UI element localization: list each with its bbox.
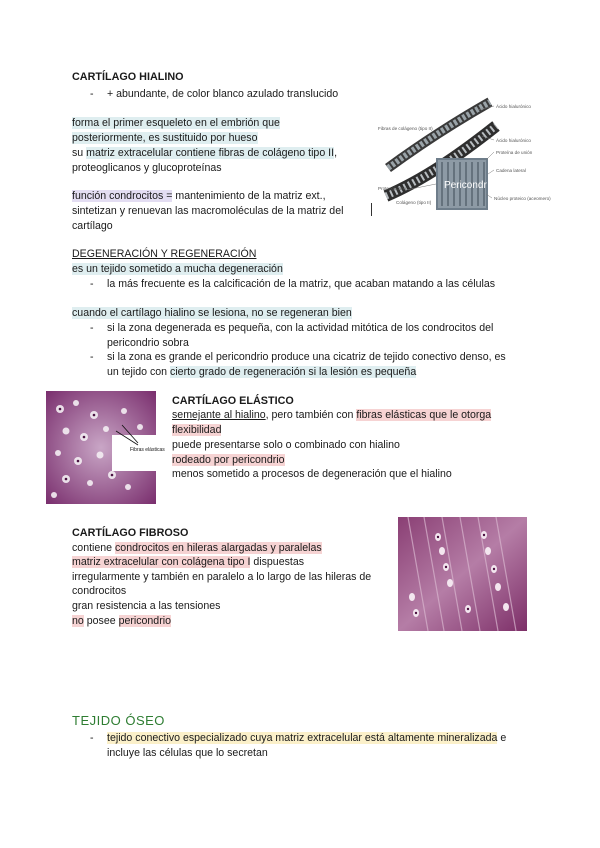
cartilage-matrix-diagram (378, 96, 551, 218)
highlight: pericondrio (118, 615, 171, 627)
hialino-bullet-1: + abundante, de color blanco azulado translucido (107, 88, 339, 100)
text: , (334, 147, 338, 159)
highlight: es un tejido sometido a mucha degeneración (72, 263, 283, 275)
elastico-l3: puede presentarse solo o combinado con hialino (172, 439, 400, 451)
highlight: tejido conectivo especializado cuya matriz extracelular está altamente mineralizada (107, 732, 498, 744)
highlight: condrocitos en hileras alargadas y paralelas (115, 542, 322, 554)
bullet-dash: - (90, 322, 94, 334)
degeneracion-bullet-3a: si la zona es grande el pericondrio produce una cicatriz de tejido conectivo denso, es (107, 351, 506, 363)
bullet-dash: - (90, 278, 94, 290)
elastico-title: CARTÍLAGO ELÁSTICO (172, 395, 294, 407)
hialino-p1a (72, 116, 280, 131)
highlight: fibras elásticas que le otorga (356, 409, 492, 421)
bullet-dash: - (90, 88, 94, 100)
micrograph-label: Fibras elásticas (130, 447, 165, 453)
diagram-overlay-label: Pericondr (444, 180, 487, 191)
hialino-p3b: sintetizan y renuevan las macromoléculas de la matriz del (72, 205, 344, 217)
degeneracion-bullet-2b: pericondrio sobra (107, 337, 189, 349)
diagram-label: Fibras de colágeno (tipo II) (378, 126, 433, 131)
hialino-p2a (72, 146, 337, 161)
text: dispuestas (250, 556, 305, 568)
diagram-label: Ácido hialurónico (496, 104, 531, 109)
text: mantenimiento de la matriz ext., (172, 190, 326, 202)
degeneracion-bullet-3b (107, 365, 416, 380)
oseo-bullet-1b: incluye las células que lo secretan (107, 747, 268, 759)
text: posee (83, 615, 119, 627)
degeneracion-p1 (72, 262, 283, 277)
oseo-bullet-1a (107, 731, 506, 746)
fibroso-l3: irregularmente y también en paralelo a lo largo de las hileras de (72, 571, 372, 583)
text: e (497, 732, 507, 744)
hialino-p2b: proteoglicanos y glucoproteínas (72, 162, 222, 174)
highlight: rodeado por pericondrio (172, 454, 285, 466)
highlight: cuando el cartílago hialino se lesiona, no se regeneran bien (72, 307, 352, 319)
fibroso-l1 (72, 541, 322, 556)
bullet-dash: - (90, 351, 94, 363)
text: contiene (72, 542, 115, 554)
highlight: posteriormente, es sustituido por hueso (72, 132, 258, 144)
highlight: no (72, 615, 84, 627)
highlight: matriz extracelular con colágena tipo I (72, 556, 251, 568)
hialino-p3a (72, 189, 326, 204)
text-cursor (371, 203, 372, 216)
elastico-l2 (172, 423, 221, 438)
degeneracion-bullet-1: la más frecuente es la calcificación de la matriz, que acaban matando a las células (107, 278, 496, 290)
highlight: forma el primer esqueleto en el embrión que (72, 117, 280, 129)
fibrous-cartilage-micrograph (398, 517, 527, 631)
elastic-cartilage-micrograph (46, 391, 165, 504)
hialino-p1b (72, 131, 258, 146)
diagram-label: Colágeno (tipo II) (396, 200, 432, 205)
degeneracion-bullet-2a: si la zona degenerada es pequeña, con la actividad mitótica de los condrocitos del (107, 322, 494, 334)
text: un tejido con (107, 366, 171, 378)
elastico-l1 (172, 408, 491, 423)
highlight: flexibilidad (172, 424, 222, 436)
text: , pero también con (265, 409, 357, 421)
bullet-dash: - (90, 732, 94, 744)
diagram-label: Ácido hialurónico (496, 138, 531, 143)
oseo-title: TEJIDO ÓSEO (72, 713, 165, 728)
underlined-text: semejante al hialino (172, 409, 266, 421)
hialino-p3c: cartílago (72, 220, 113, 232)
fibroso-l5: gran resistencia a las tensiones (72, 600, 221, 612)
diagram-label: Cadena lateral (496, 168, 526, 173)
hialino-title: CARTÍLAGO HIALINO (72, 71, 184, 83)
degeneracion-title: DEGENERACIÓN Y REGENERACIÓN (72, 248, 257, 260)
elastico-l5: menos sometido a procesos de degeneración que el hialino (172, 468, 452, 480)
degeneracion-p2 (72, 306, 352, 321)
diagram-label: Proteoglicano (378, 186, 407, 191)
diagram-label: Proteína de unión (496, 150, 533, 155)
fibroso-l4: condrocitos (72, 585, 127, 597)
fibroso-l2 (72, 555, 304, 570)
fibroso-title: CARTÍLAGO FIBROSO (72, 527, 189, 539)
elastico-l4 (172, 453, 285, 468)
text: su (72, 147, 87, 159)
highlight: matriz extracelular contiene fibras de colágeno tipo II (86, 147, 335, 159)
highlight: cierto grado de regeneración si la lesión es pequeña (170, 366, 417, 378)
highlight: función condrocitos = (72, 190, 173, 202)
diagram-label: Núcleo proteico (aceomero) (494, 196, 551, 201)
fibroso-l6 (72, 614, 171, 629)
